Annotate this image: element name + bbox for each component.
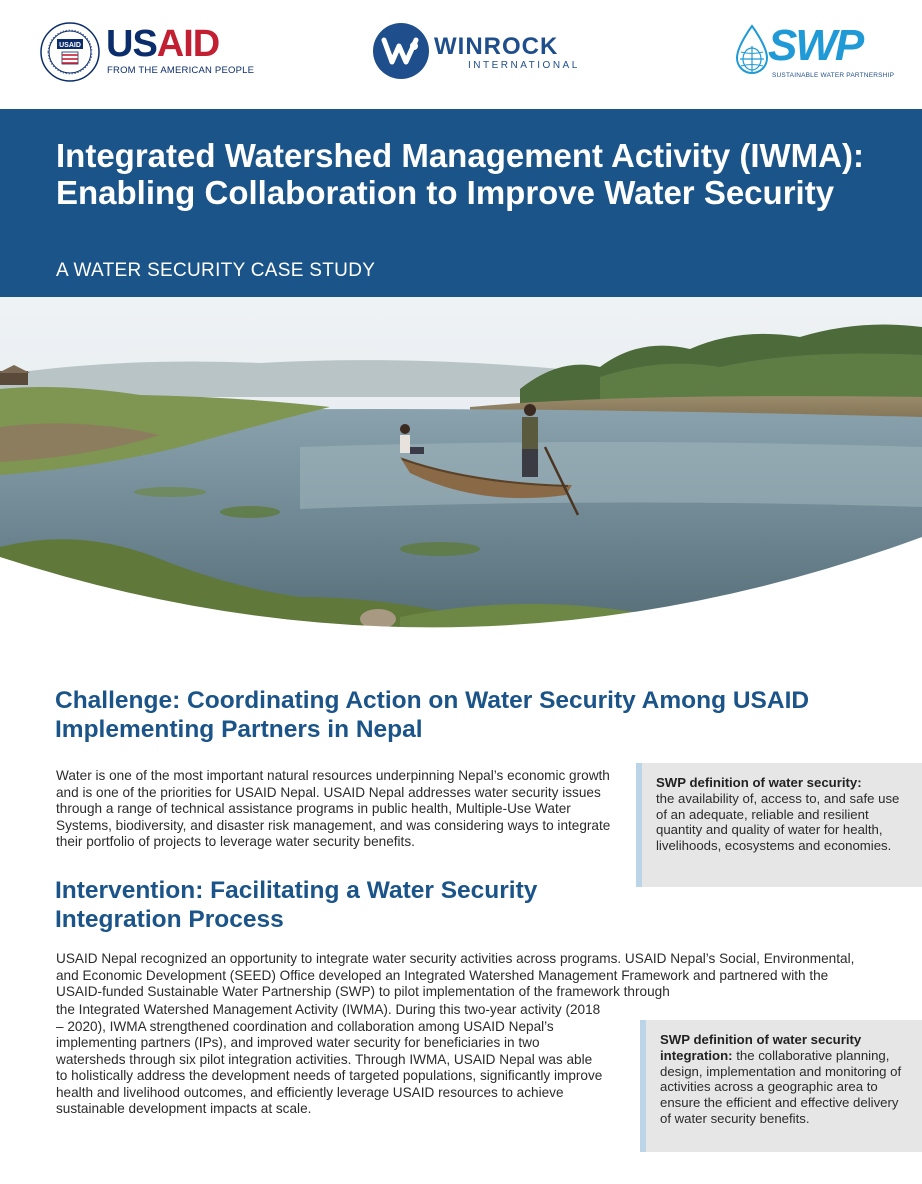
logo-row <box>0 0 922 108</box>
water-security-definition-callout <box>636 763 922 887</box>
winrock-wordmark: WINROCK <box>434 33 559 60</box>
swp-subtitle: SUSTAINABLE WATER PARTNERSHIP <box>772 72 895 79</box>
page-subtitle: A WATER SECURITY CASE STUDY <box>56 260 376 281</box>
usaid-wordmark: USAID <box>106 23 220 65</box>
water-security-integration-callout <box>640 1020 922 1152</box>
callout-text: the availability of, access to, and safe use of an adequate, reliable and resilient quantity and quality of water for health, livelihoods, ecosystems and economies. <box>656 790 900 854</box>
winrock-subtitle: INTERNATIONAL <box>468 60 580 71</box>
swp-logo <box>734 22 894 86</box>
usaid-tagline: FROM THE AMERICAN PEOPLE <box>107 65 255 76</box>
challenge-heading: Challenge: Coordinating Action on Water Security Among USAID Implementing Partners in Nepal <box>55 687 810 743</box>
svg-text:USAID: USAID <box>59 42 81 49</box>
hero-photo <box>0 297 922 657</box>
usaid-logo <box>40 22 255 84</box>
callout-title: SWP definition of water security: <box>656 775 862 790</box>
intervention-body-narrow: the Integrated Watershed Management Activity (IWMA). During this two-year activity (2018 – 2020), IWMA strengthened coordination and collaboration among USAID Nepal’s implementing partners (IPs), and improved water security for beneficiaries in two watersheds through six pilot integration activities. Through IWMA, USAID Nepal was able to holistically address the development needs of targeted populations, significantly improve health and livelihood outcomes, and efficiently leverage USAID resources to achieve sustainable development impacts at scale. <box>56 1002 603 1116</box>
water-drop-globe-icon <box>734 24 770 78</box>
challenge-body: Water is one of the most important natural resources underpinning Nepal’s economic growth and is one of the priorities for USAID Nepal. USAID Nepal addresses water security issues through a range of technical assistance programs in public health, Multiple-Use Water Systems, biodiversity, and disaster risk management, and was considering ways to integrate their portfolio of projects to leverage water security benefits. <box>56 768 611 849</box>
swp-wordmark: SWP <box>768 21 863 70</box>
river-canoe-illustration <box>0 297 922 657</box>
intervention-body-full: USAID Nepal recognized an opportunity to integrate water security activities across programs. USAID Nepal’s Social, Environmental, and Economic Development (SEED) Office developed an Integrated Watershed Management Framework and partnered with the USAID-funded Sustainable Water Partnership (SWP) to pilot implementation of the framework through <box>56 951 855 999</box>
page-title: Integrated Watershed Management Activity (IWMA): Enabling Collaboration to Improve Water Security <box>56 137 864 211</box>
usaid-seal-icon <box>40 22 100 82</box>
title-banner <box>0 109 922 297</box>
callout-text: the collaborative planning, design, implementation and monitoring of activities across a geographic area to ensure the efficient and effective delivery of water security benefits. <box>660 1047 902 1126</box>
winrock-logo <box>372 22 582 82</box>
callout-title: SWP definition of water security integration: <box>660 1032 862 1063</box>
intervention-heading: Intervention: Facilitating a Water Security Integration Process <box>55 877 538 933</box>
winrock-w-icon <box>372 22 430 80</box>
